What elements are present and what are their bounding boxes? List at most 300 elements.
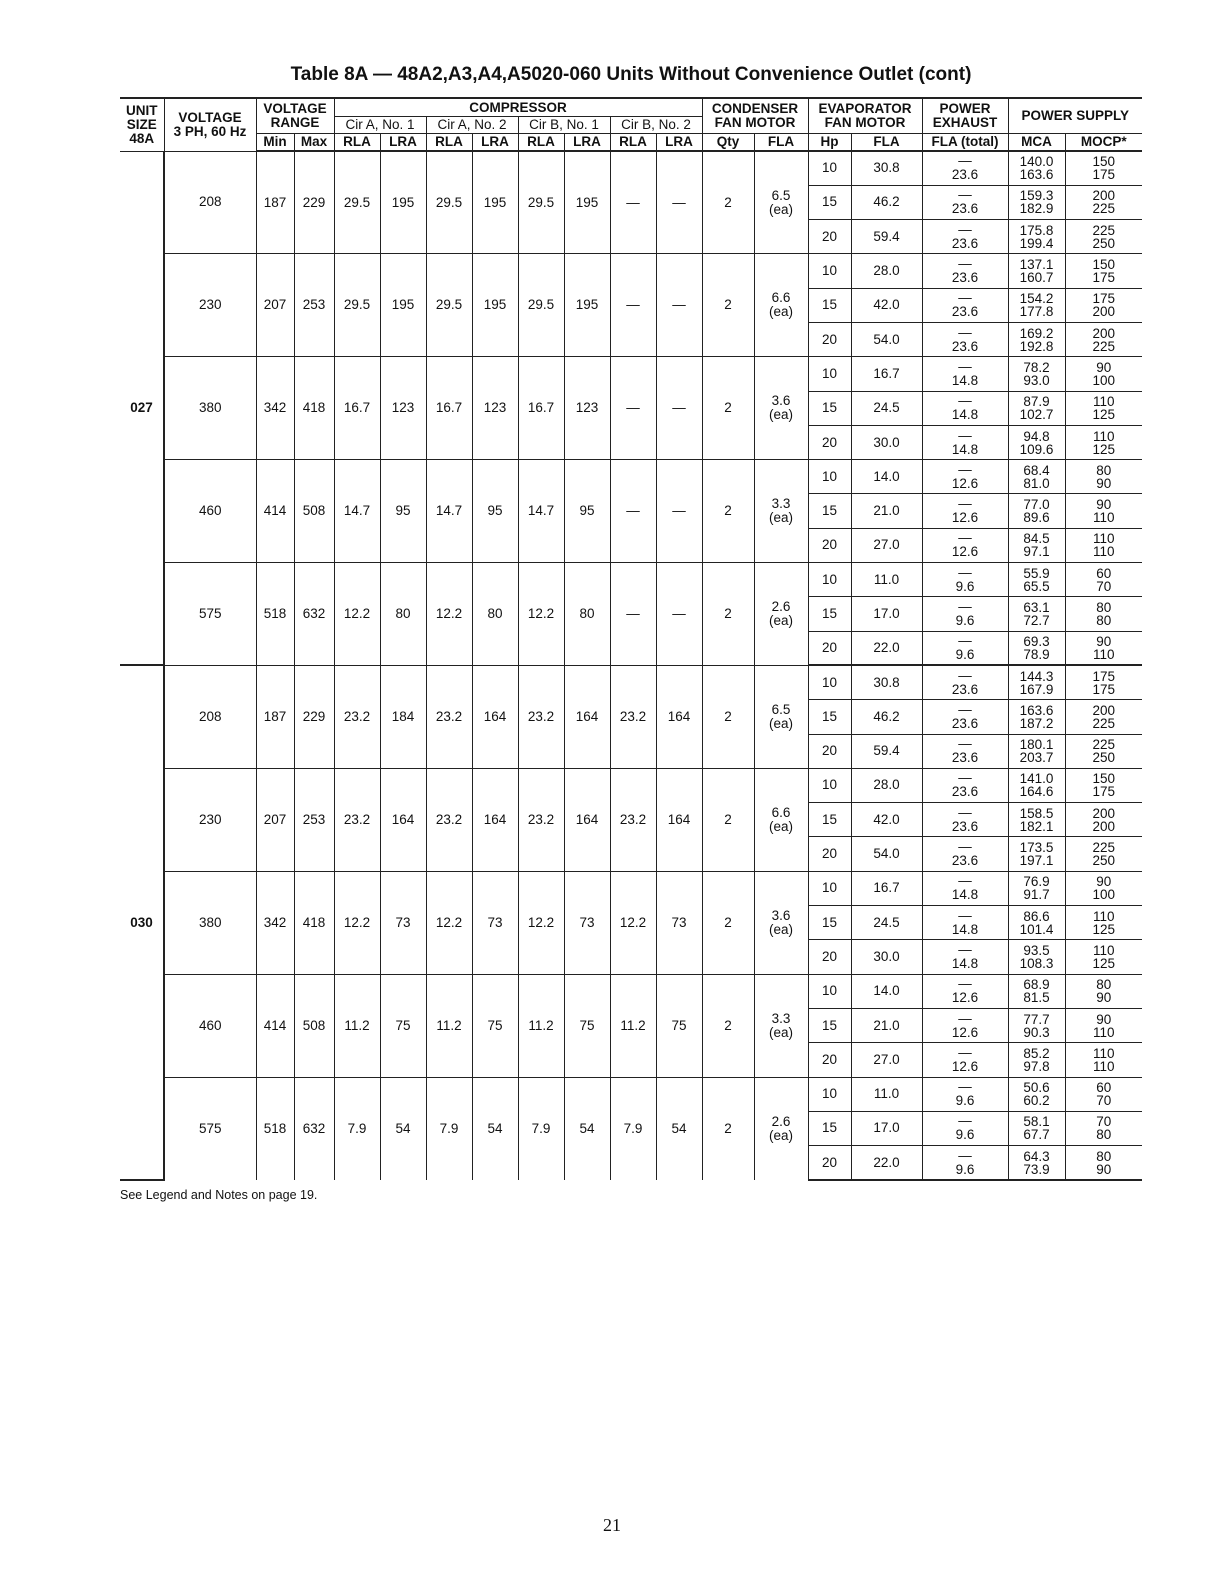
evaporator-fla-cell: 46.2 (851, 185, 922, 219)
power-exhaust-cell: — 12.6 (922, 1043, 1008, 1077)
compressor-header: COMPRESSOR (334, 98, 702, 116)
condenser-qty-cell: 2 (702, 563, 754, 666)
compressor-rla-cell: 11.2 (426, 974, 472, 1077)
circuit-header: Cir A, No. 2 (426, 116, 518, 133)
condenser-qty-cell: 2 (702, 974, 754, 1077)
mocp-cell: 90 110 (1065, 494, 1142, 528)
table-row (120, 460, 1142, 494)
evaporator-fla-cell: 59.4 (851, 220, 922, 254)
evaporator-hp-cell: 10 (808, 974, 851, 1008)
compressor-lra-cell: 95 (472, 460, 518, 563)
evaporator-fla-cell: 54.0 (851, 837, 922, 871)
mca-cell: 63.1 72.7 (1008, 597, 1065, 631)
circuit-header: Cir A, No. 1 (334, 116, 426, 133)
evaporator-fla-cell: 22.0 (851, 1146, 922, 1180)
unit-size-header: UNIT SIZE 48A (120, 98, 164, 151)
evaporator-hp-cell: 20 (808, 425, 851, 459)
mocp-cell: 110 125 (1065, 940, 1142, 974)
page-number: 21 (603, 1515, 621, 1535)
voltage-max-cell: 632 (294, 1077, 334, 1180)
compressor-rla-cell: 11.2 (334, 974, 380, 1077)
mca-cell: 50.6 60.2 (1008, 1077, 1065, 1111)
evaporator-fla-cell: 30.8 (851, 665, 922, 699)
voltage-cell: 575 (164, 563, 256, 666)
column-subheader: LRA (472, 133, 518, 151)
mca-cell: 180.1 203.7 (1008, 734, 1065, 768)
mocp-cell: 90 110 (1065, 1008, 1142, 1042)
column-subheader: Hp (808, 133, 851, 151)
compressor-rla-cell: 14.7 (518, 460, 564, 563)
evaporator-hp-cell: 15 (808, 494, 851, 528)
condenser-fla-cell: 3.3 (ea) (754, 974, 808, 1077)
compressor-lra-cell: 95 (564, 460, 610, 563)
power-exhaust-cell: — 9.6 (922, 1111, 1008, 1145)
mca-cell: 169.2 192.8 (1008, 322, 1065, 356)
mocp-cell: 80 90 (1065, 1146, 1142, 1180)
mocp-cell: 200 225 (1065, 700, 1142, 734)
evaporator-hp-cell: 20 (808, 837, 851, 871)
voltage-min-cell: 518 (256, 563, 294, 666)
power-exhaust-cell: — 23.6 (922, 665, 1008, 699)
voltage-cell: 230 (164, 254, 256, 357)
voltage-min-cell: 187 (256, 151, 294, 254)
compressor-lra-cell: 164 (380, 768, 426, 871)
compressor-lra-cell: 164 (564, 665, 610, 768)
evaporator-hp-cell: 10 (808, 871, 851, 905)
voltage-min-cell: 342 (256, 357, 294, 460)
voltage-max-cell: 418 (294, 357, 334, 460)
condenser-qty-cell: 2 (702, 768, 754, 871)
mocp-cell: 90 110 (1065, 631, 1142, 665)
evaporator-fla-cell: 27.0 (851, 528, 922, 562)
compressor-lra-cell: 54 (656, 1077, 702, 1180)
voltage-cell: 575 (164, 1077, 256, 1180)
evaporator-fla-cell: 59.4 (851, 734, 922, 768)
evaporator-fla-cell: 17.0 (851, 597, 922, 631)
compressor-lra-cell: 195 (472, 254, 518, 357)
power-exhaust-cell: — 23.6 (922, 185, 1008, 219)
evaporator-hp-cell: 20 (808, 1043, 851, 1077)
compressor-lra-cell: 73 (472, 871, 518, 974)
evaporator-fla-cell: 42.0 (851, 803, 922, 837)
mocp-cell: 110 125 (1065, 906, 1142, 940)
evaporator-hp-cell: 20 (808, 940, 851, 974)
evaporator-fla-cell: 54.0 (851, 322, 922, 356)
compressor-rla-cell: 12.2 (518, 563, 564, 666)
evaporator-hp-cell: 20 (808, 631, 851, 665)
power-exhaust-cell: — 23.6 (922, 220, 1008, 254)
voltage-max-cell: 632 (294, 563, 334, 666)
condenser-fla-cell: 3.3 (ea) (754, 460, 808, 563)
compressor-lra-cell: 164 (472, 665, 518, 768)
mca-cell: 78.2 93.0 (1008, 357, 1065, 391)
voltage-max-cell: 508 (294, 460, 334, 563)
condenser-qty-cell: 2 (702, 151, 754, 254)
compressor-lra-cell: 75 (380, 974, 426, 1077)
compressor-lra-cell: 195 (472, 151, 518, 254)
mca-cell: 141.0 164.6 (1008, 768, 1065, 802)
voltage-min-cell: 207 (256, 254, 294, 357)
table-title: Table 8A — 48A2,A3,A4,A5020-060 Units Without Convenience Outlet (cont) (290, 64, 972, 85)
mocp-cell: 60 70 (1065, 563, 1142, 597)
condenser-fla-cell: 2.6 (ea) (754, 1077, 808, 1180)
compressor-rla-cell: 29.5 (426, 151, 472, 254)
evaporator-fla-cell: 11.0 (851, 563, 922, 597)
mocp-cell: 200 200 (1065, 803, 1142, 837)
power-exhaust-cell: — 12.6 (922, 1008, 1008, 1042)
condenser-fla-cell: 6.5 (ea) (754, 151, 808, 254)
compressor-rla-cell: 29.5 (518, 254, 564, 357)
mocp-cell: 225 250 (1065, 734, 1142, 768)
mca-cell: 77.7 90.3 (1008, 1008, 1065, 1042)
compressor-lra-cell: 54 (380, 1077, 426, 1180)
voltage-cell: 230 (164, 768, 256, 871)
power-exhaust-cell: — 23.6 (922, 700, 1008, 734)
compressor-rla-cell: 7.9 (610, 1077, 656, 1180)
condenser-fla-cell: 3.6 (ea) (754, 357, 808, 460)
table-row (120, 768, 1142, 802)
compressor-rla-cell: 23.2 (518, 768, 564, 871)
power-exhaust-cell: — 14.8 (922, 906, 1008, 940)
compressor-rla-cell: 12.2 (426, 563, 472, 666)
compressor-lra-cell: 73 (656, 871, 702, 974)
column-subheader: RLA (426, 133, 472, 151)
electrical-data-table (120, 97, 1142, 1181)
compressor-rla-cell: — (610, 460, 656, 563)
condenser-fla-cell: 3.6 (ea) (754, 871, 808, 974)
voltage-cell: 380 (164, 357, 256, 460)
mca-cell: 85.2 97.8 (1008, 1043, 1065, 1077)
compressor-rla-cell: 16.7 (426, 357, 472, 460)
circuit-header: Cir B, No. 1 (518, 116, 610, 133)
evaporator-fla-cell: 24.5 (851, 391, 922, 425)
mocp-cell: 110 125 (1065, 425, 1142, 459)
table-row (120, 151, 1142, 185)
compressor-rla-cell: 7.9 (334, 1077, 380, 1180)
evaporator-hp-cell: 20 (808, 220, 851, 254)
voltage-cell: 208 (164, 665, 256, 768)
mocp-cell: 70 80 (1065, 1111, 1142, 1145)
unit-size-cell: 027 (120, 151, 164, 665)
compressor-rla-cell: — (610, 151, 656, 254)
compressor-rla-cell: 12.2 (426, 871, 472, 974)
voltage-min-cell: 342 (256, 871, 294, 974)
column-subheader: RLA (518, 133, 564, 151)
compressor-lra-cell: 73 (564, 871, 610, 974)
mca-cell: 64.3 73.9 (1008, 1146, 1065, 1180)
mca-cell: 77.0 89.6 (1008, 494, 1065, 528)
power-exhaust-cell: — 9.6 (922, 1146, 1008, 1180)
voltage-min-cell: 414 (256, 974, 294, 1077)
condenser-qty-cell: 2 (702, 1077, 754, 1180)
mocp-cell: 110 110 (1065, 528, 1142, 562)
mca-cell: 55.9 65.5 (1008, 563, 1065, 597)
compressor-lra-cell: 75 (564, 974, 610, 1077)
evaporator-fla-cell: 21.0 (851, 1008, 922, 1042)
evaporator-fla-cell: 28.0 (851, 768, 922, 802)
condenser-fla-cell: 2.6 (ea) (754, 563, 808, 666)
voltage-min-cell: 187 (256, 665, 294, 768)
mocp-cell: 175 175 (1065, 665, 1142, 699)
voltage-max-cell: 229 (294, 665, 334, 768)
compressor-rla-cell: 7.9 (426, 1077, 472, 1180)
evaporator-fla-cell: 46.2 (851, 700, 922, 734)
mocp-cell: 200 225 (1065, 322, 1142, 356)
evaporator-fla-cell: 16.7 (851, 871, 922, 905)
column-subheader: Qty (702, 133, 754, 151)
power-exhaust-cell: — 9.6 (922, 631, 1008, 665)
compressor-rla-cell: — (610, 563, 656, 666)
table-row (120, 254, 1142, 288)
voltage-max-cell: 229 (294, 151, 334, 254)
compressor-rla-cell: 11.2 (610, 974, 656, 1077)
circuit-header: Cir B, No. 2 (610, 116, 702, 133)
evaporator-fla-cell: 21.0 (851, 494, 922, 528)
compressor-rla-cell: — (610, 254, 656, 357)
table-row (120, 563, 1142, 597)
evaporator-hp-cell: 10 (808, 357, 851, 391)
table-row (120, 665, 1142, 699)
condenser-qty-cell: 2 (702, 871, 754, 974)
compressor-lra-cell: — (656, 460, 702, 563)
evaporator-hp-cell: 15 (808, 597, 851, 631)
voltage-cell: 460 (164, 974, 256, 1077)
compressor-rla-cell: 12.2 (334, 563, 380, 666)
evaporator-fla-cell: 28.0 (851, 254, 922, 288)
voltage-header: VOLTAGE 3 PH, 60 Hz (164, 98, 256, 151)
compressor-rla-cell: 12.2 (518, 871, 564, 974)
mca-cell: 159.3 182.9 (1008, 185, 1065, 219)
compressor-lra-cell: 80 (380, 563, 426, 666)
compressor-rla-cell: 16.7 (334, 357, 380, 460)
table-row (120, 357, 1142, 391)
evaporator-fla-cell: 14.0 (851, 460, 922, 494)
power-exhaust-cell: — 9.6 (922, 1077, 1008, 1111)
compressor-rla-cell: 14.7 (426, 460, 472, 563)
compressor-lra-cell: 75 (472, 974, 518, 1077)
footnote: See Legend and Notes on page 19. (120, 1188, 318, 1202)
power-exhaust-header: POWER EXHAUST (922, 98, 1008, 133)
compressor-rla-cell: 11.2 (518, 974, 564, 1077)
compressor-rla-cell: 29.5 (426, 254, 472, 357)
power-exhaust-cell: — 23.6 (922, 254, 1008, 288)
evaporator-hp-cell: 15 (808, 185, 851, 219)
compressor-lra-cell: 123 (380, 357, 426, 460)
power-exhaust-cell: — 23.6 (922, 151, 1008, 185)
mocp-cell: 225 250 (1065, 220, 1142, 254)
voltage-range-header: VOLTAGE RANGE (256, 98, 334, 133)
mocp-cell: 175 200 (1065, 288, 1142, 322)
compressor-lra-cell: — (656, 563, 702, 666)
evaporator-hp-cell: 10 (808, 460, 851, 494)
mocp-cell: 110 125 (1065, 391, 1142, 425)
voltage-min-cell: 414 (256, 460, 294, 563)
mca-cell: 69.3 78.9 (1008, 631, 1065, 665)
evaporator-hp-cell: 20 (808, 1146, 851, 1180)
condenser-header: CONDENSER FAN MOTOR (702, 98, 808, 133)
condenser-fla-cell: 6.6 (ea) (754, 768, 808, 871)
compressor-lra-cell: — (656, 357, 702, 460)
power-exhaust-cell: — 12.6 (922, 494, 1008, 528)
evaporator-fla-cell: 30.0 (851, 940, 922, 974)
compressor-rla-cell: 23.2 (334, 665, 380, 768)
mocp-cell: 225 250 (1065, 837, 1142, 871)
mca-cell: 144.3 167.9 (1008, 665, 1065, 699)
mca-cell: 94.8 109.6 (1008, 425, 1065, 459)
evaporator-hp-cell: 10 (808, 254, 851, 288)
compressor-lra-cell: 80 (472, 563, 518, 666)
mca-cell: 76.9 91.7 (1008, 871, 1065, 905)
voltage-cell: 208 (164, 151, 256, 254)
mca-cell: 163.6 187.2 (1008, 700, 1065, 734)
compressor-rla-cell: 14.7 (334, 460, 380, 563)
evaporator-fla-cell: 17.0 (851, 1111, 922, 1145)
compressor-lra-cell: — (656, 254, 702, 357)
table-row (120, 871, 1142, 905)
power-exhaust-cell: — 14.8 (922, 425, 1008, 459)
column-subheader: LRA (656, 133, 702, 151)
mca-cell: 58.1 67.7 (1008, 1111, 1065, 1145)
condenser-qty-cell: 2 (702, 357, 754, 460)
column-subheader: RLA (610, 133, 656, 151)
voltage-max-cell: 253 (294, 768, 334, 871)
evaporator-fla-cell: 24.5 (851, 906, 922, 940)
compressor-lra-cell: 195 (564, 151, 610, 254)
evaporator-fla-cell: 11.0 (851, 1077, 922, 1111)
compressor-rla-cell: 12.2 (334, 871, 380, 974)
power-exhaust-cell: — 12.6 (922, 974, 1008, 1008)
compressor-rla-cell: 12.2 (610, 871, 656, 974)
compressor-lra-cell: 123 (472, 357, 518, 460)
power-exhaust-cell: — 23.6 (922, 288, 1008, 322)
column-subheader: FLA (754, 133, 808, 151)
compressor-lra-cell: 184 (380, 665, 426, 768)
evaporator-fla-cell: 42.0 (851, 288, 922, 322)
power-exhaust-cell: — 14.8 (922, 391, 1008, 425)
evaporator-hp-cell: 15 (808, 391, 851, 425)
power-exhaust-cell: — 23.6 (922, 768, 1008, 802)
column-subheader: Min (256, 133, 294, 151)
table-row (120, 974, 1142, 1008)
mca-cell: 86.6 101.4 (1008, 906, 1065, 940)
power-exhaust-cell: — 14.8 (922, 357, 1008, 391)
condenser-qty-cell: 2 (702, 665, 754, 768)
mocp-cell: 150 175 (1065, 151, 1142, 185)
evaporator-fla-cell: 27.0 (851, 1043, 922, 1077)
mca-cell: 154.2 177.8 (1008, 288, 1065, 322)
column-subheader: MOCP* (1065, 133, 1142, 151)
column-subheader: MCA (1008, 133, 1065, 151)
column-subheader: Max (294, 133, 334, 151)
evaporator-hp-cell: 15 (808, 1008, 851, 1042)
power-exhaust-cell: — 9.6 (922, 563, 1008, 597)
column-subheader: FLA (851, 133, 922, 151)
mca-cell: 175.8 199.4 (1008, 220, 1065, 254)
power-exhaust-cell: — 23.6 (922, 322, 1008, 356)
power-exhaust-cell: — 14.8 (922, 940, 1008, 974)
evaporator-fla-cell: 30.8 (851, 151, 922, 185)
compressor-lra-cell: 195 (380, 151, 426, 254)
mocp-cell: 80 90 (1065, 460, 1142, 494)
mocp-cell: 80 80 (1065, 597, 1142, 631)
compressor-lra-cell: 54 (564, 1077, 610, 1180)
compressor-rla-cell: 23.2 (426, 665, 472, 768)
compressor-rla-cell: 7.9 (518, 1077, 564, 1180)
power-supply-header: POWER SUPPLY (1008, 98, 1142, 133)
mca-cell: 68.9 81.5 (1008, 974, 1065, 1008)
compressor-rla-cell: 16.7 (518, 357, 564, 460)
compressor-lra-cell: 195 (564, 254, 610, 357)
evaporator-fla-cell: 30.0 (851, 425, 922, 459)
condenser-fla-cell: 6.5 (ea) (754, 665, 808, 768)
mocp-cell: 90 100 (1065, 357, 1142, 391)
compressor-lra-cell: 75 (656, 974, 702, 1077)
condenser-qty-cell: 2 (702, 460, 754, 563)
compressor-lra-cell: 164 (472, 768, 518, 871)
evaporator-hp-cell: 10 (808, 151, 851, 185)
column-subheader: LRA (380, 133, 426, 151)
compressor-rla-cell: 23.2 (610, 768, 656, 871)
power-exhaust-cell: — 23.6 (922, 803, 1008, 837)
evaporator-hp-cell: 15 (808, 803, 851, 837)
compressor-lra-cell: 54 (472, 1077, 518, 1180)
compressor-rla-cell: 23.2 (426, 768, 472, 871)
condenser-fla-cell: 6.6 (ea) (754, 254, 808, 357)
compressor-rla-cell: 29.5 (334, 254, 380, 357)
compressor-rla-cell: 23.2 (334, 768, 380, 871)
compressor-lra-cell: 73 (380, 871, 426, 974)
compressor-rla-cell: — (610, 357, 656, 460)
compressor-lra-cell: 95 (380, 460, 426, 563)
evaporator-fla-cell: 22.0 (851, 631, 922, 665)
mocp-cell: 110 110 (1065, 1043, 1142, 1077)
mocp-cell: 90 100 (1065, 871, 1142, 905)
mocp-cell: 80 90 (1065, 974, 1142, 1008)
compressor-rla-cell: 29.5 (334, 151, 380, 254)
mca-cell: 93.5 108.3 (1008, 940, 1065, 974)
power-exhaust-cell: — 12.6 (922, 460, 1008, 494)
mca-cell: 137.1 160.7 (1008, 254, 1065, 288)
compressor-lra-cell: 164 (656, 768, 702, 871)
compressor-rla-cell: 29.5 (518, 151, 564, 254)
mocp-cell: 60 70 (1065, 1077, 1142, 1111)
unit-size-cell: 030 (120, 665, 164, 1179)
evaporator-hp-cell: 15 (808, 1111, 851, 1145)
power-exhaust-cell: — 23.6 (922, 734, 1008, 768)
power-exhaust-cell: — 12.6 (922, 528, 1008, 562)
voltage-min-cell: 518 (256, 1077, 294, 1180)
evaporator-hp-cell: 10 (808, 563, 851, 597)
power-exhaust-cell: — 23.6 (922, 837, 1008, 871)
column-subheader: FLA (total) (922, 133, 1008, 151)
mca-cell: 68.4 81.0 (1008, 460, 1065, 494)
power-exhaust-cell: — 9.6 (922, 597, 1008, 631)
compressor-lra-cell: 164 (564, 768, 610, 871)
column-subheader: RLA (334, 133, 380, 151)
evaporator-hp-cell: 20 (808, 528, 851, 562)
mocp-cell: 150 175 (1065, 254, 1142, 288)
voltage-cell: 380 (164, 871, 256, 974)
evaporator-hp-cell: 15 (808, 288, 851, 322)
mca-cell: 140.0 163.6 (1008, 151, 1065, 185)
evaporator-hp-cell: 10 (808, 665, 851, 699)
evaporator-hp-cell: 15 (808, 906, 851, 940)
compressor-lra-cell: 80 (564, 563, 610, 666)
column-subheader: LRA (564, 133, 610, 151)
evaporator-fla-cell: 16.7 (851, 357, 922, 391)
mca-cell: 173.5 197.1 (1008, 837, 1065, 871)
evaporator-hp-cell: 20 (808, 734, 851, 768)
